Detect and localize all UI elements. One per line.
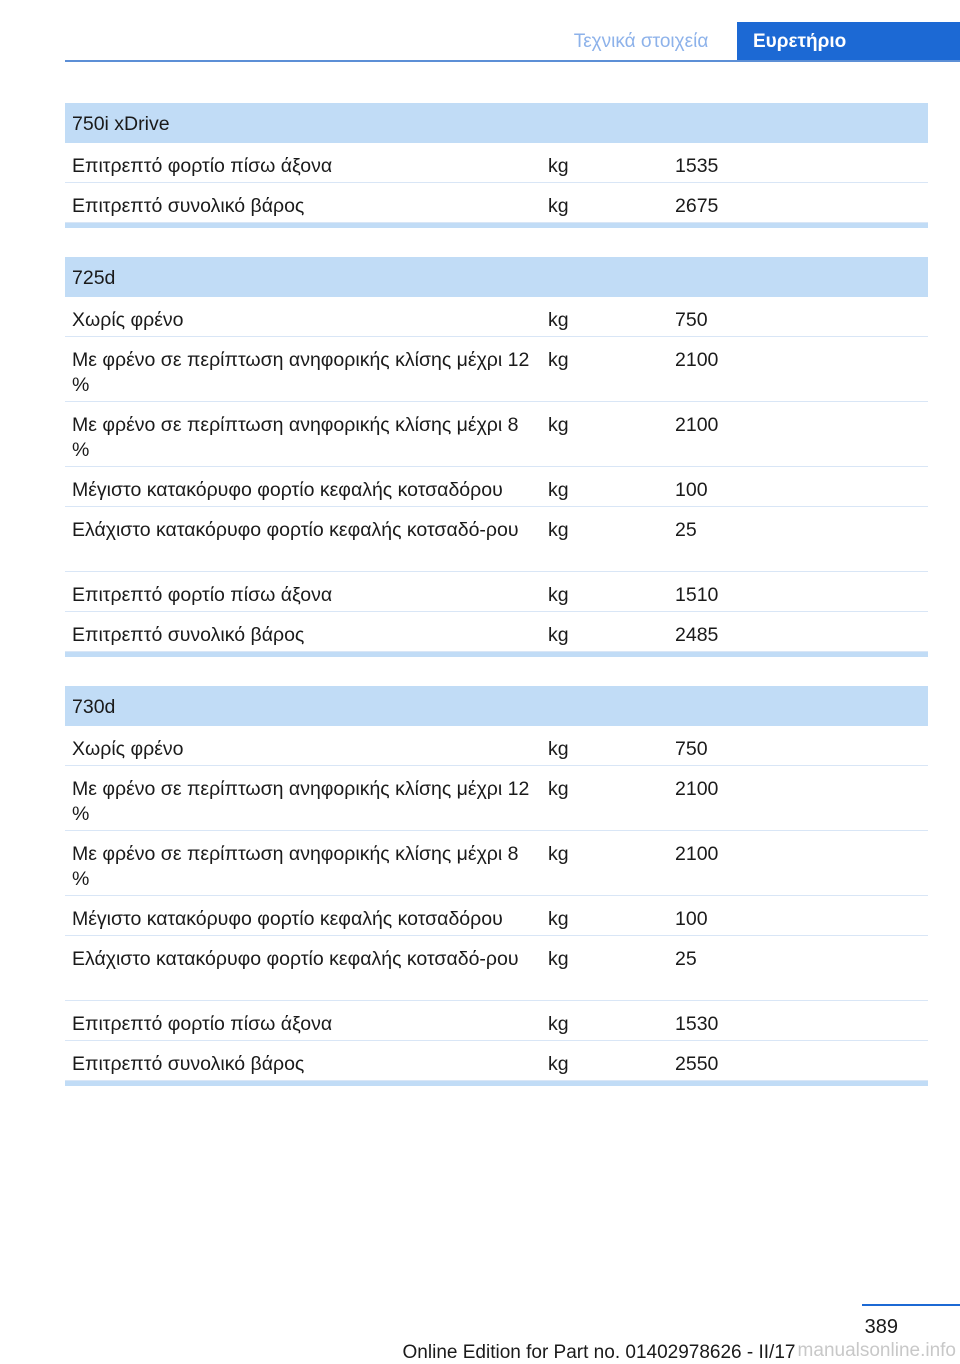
row-unit: kg	[548, 843, 569, 865]
row-value: 1530	[675, 1013, 719, 1035]
row-unit: kg	[548, 584, 569, 606]
row-value: 2550	[675, 1053, 719, 1075]
row-value: 2100	[675, 778, 719, 800]
table-row	[65, 1041, 928, 1081]
table-end-bar	[65, 652, 928, 657]
table-row	[65, 467, 928, 507]
row-value: 100	[675, 479, 708, 501]
row-value: 2100	[675, 349, 719, 371]
page-number: 389	[864, 1316, 898, 1338]
row-value: 25	[675, 948, 697, 970]
row-unit: kg	[548, 948, 569, 970]
row-value: 2100	[675, 843, 719, 865]
table-row	[65, 831, 928, 896]
section-tab[interactable]: Τεχνικά στοιχεία	[573, 31, 709, 52]
row-label: Επιτρεπτό φορτίο πίσω άξονα	[72, 155, 333, 177]
row-unit: kg	[548, 519, 569, 541]
row-unit: kg	[548, 309, 569, 331]
row-label: Με φρένο σε περίπτωση ανηφορικής κλίσης μέχρι 12 %	[72, 349, 530, 396]
row-unit: kg	[548, 195, 569, 217]
row-value: 2100	[675, 414, 719, 436]
row-label: Μέγιστο κατακόρυφο φορτίο κεφαλής κοτσαδόρου	[72, 479, 503, 501]
table-row	[65, 1001, 928, 1041]
table-title: 725d	[72, 267, 116, 289]
table-title: 730d	[72, 696, 116, 718]
row-value: 750	[675, 309, 708, 331]
footer-divider	[862, 1304, 960, 1306]
table-row	[65, 143, 928, 183]
watermark: manualsonline.info	[797, 1340, 956, 1361]
table-row	[65, 936, 928, 1001]
table-row	[65, 726, 928, 766]
table-end-bar	[65, 223, 928, 228]
row-label: Μέγιστο κατακόρυφο φορτίο κεφαλής κοτσαδόρου	[72, 908, 503, 930]
row-unit: kg	[548, 738, 569, 760]
table-header	[65, 103, 928, 143]
table-header	[65, 686, 928, 726]
row-unit: kg	[548, 1053, 569, 1075]
page-header	[0, 0, 960, 62]
table-row	[65, 612, 928, 652]
row-unit: kg	[548, 479, 569, 501]
row-value: 2675	[675, 195, 719, 217]
spec-table-750i	[65, 103, 928, 228]
row-value: 25	[675, 519, 697, 541]
row-value: 1510	[675, 584, 719, 606]
row-unit: kg	[548, 1013, 569, 1035]
row-unit: kg	[548, 349, 569, 371]
row-unit: kg	[548, 414, 569, 436]
row-label: Με φρένο σε περίπτωση ανηφορικής κλίσης μέχρι 8 %	[72, 414, 519, 461]
row-label: Επιτρεπτό συνολικό βάρος	[72, 195, 305, 217]
spec-table-725d	[65, 257, 928, 657]
row-unit: kg	[548, 908, 569, 930]
table-row	[65, 572, 928, 612]
header-divider	[65, 60, 960, 62]
row-label: Χωρίς φρένο	[72, 738, 184, 760]
table-row	[65, 402, 928, 467]
row-value: 100	[675, 908, 708, 930]
table-row	[65, 337, 928, 402]
row-unit: kg	[548, 624, 569, 646]
row-label: Επιτρεπτό συνολικό βάρος	[72, 624, 305, 646]
row-label: Με φρένο σε περίπτωση ανηφορικής κλίσης μέχρι 12 %	[72, 778, 530, 825]
table-row	[65, 507, 928, 572]
row-value: 1535	[675, 155, 719, 177]
row-label: Χωρίς φρένο	[72, 309, 184, 331]
row-unit: kg	[548, 778, 569, 800]
spec-table-730d	[65, 686, 928, 1086]
table-row	[65, 766, 928, 831]
table-row	[65, 183, 928, 223]
row-unit: kg	[548, 155, 569, 177]
row-label: Ελάχιστο κατακόρυφο φορτίο κεφαλής κοτσαδό‐ρου	[72, 519, 519, 541]
index-tab[interactable]: Ευρετήριο	[737, 22, 960, 62]
row-label: Επιτρεπτό φορτίο πίσω άξονα	[72, 1013, 333, 1035]
row-label: Με φρένο σε περίπτωση ανηφορικής κλίσης μέχρι 8 %	[72, 843, 519, 890]
row-label: Επιτρεπτό συνολικό βάρος	[72, 1053, 305, 1075]
row-label: Ελάχιστο κατακόρυφο φορτίο κεφαλής κοτσαδό‐ρου	[72, 948, 519, 970]
table-header	[65, 257, 928, 297]
row-value: 2485	[675, 624, 719, 646]
table-row	[65, 896, 928, 936]
table-end-bar	[65, 1081, 928, 1086]
row-label: Επιτρεπτό φορτίο πίσω άξονα	[72, 584, 333, 606]
edition-footer: Online Edition for Part no. 01402978626 - II/17	[402, 1342, 796, 1363]
table-title: 750i xDrive	[72, 113, 170, 135]
table-row	[65, 297, 928, 337]
row-value: 750	[675, 738, 708, 760]
